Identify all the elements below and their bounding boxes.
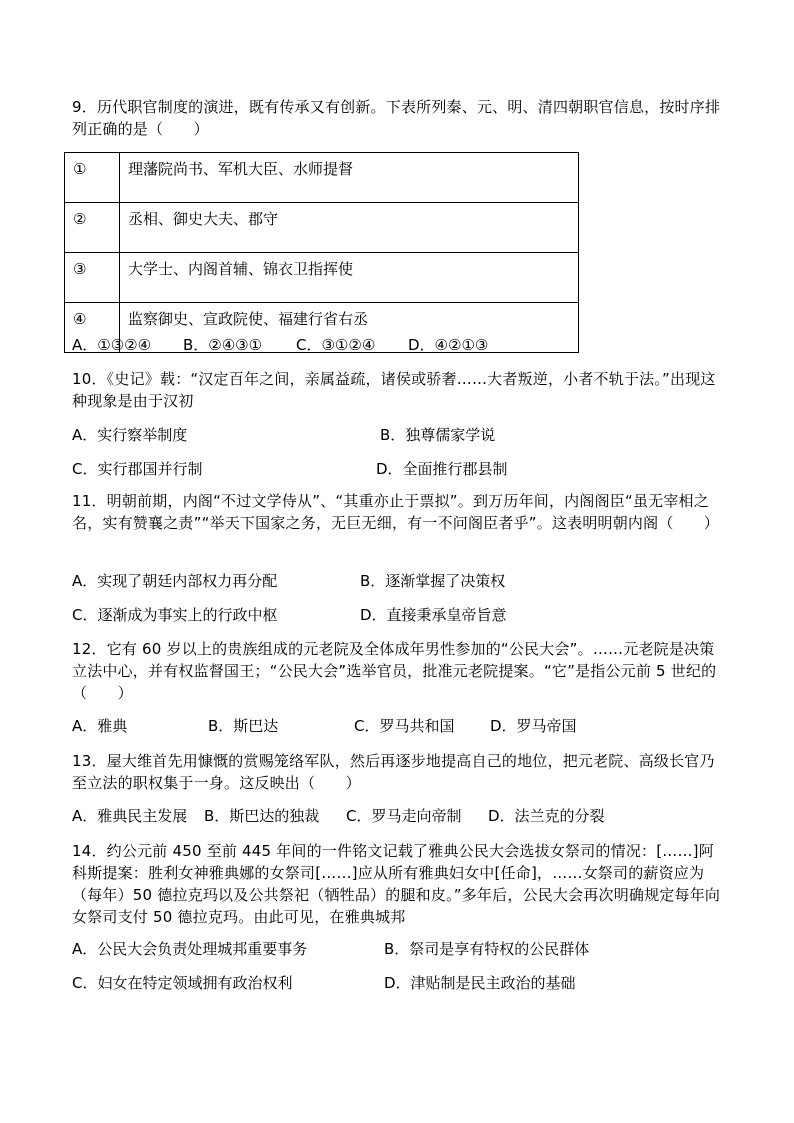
option-c[interactable]: C．实行郡国并行制 <box>72 460 203 478</box>
option-b[interactable]: B．斯巴达 <box>208 717 279 735</box>
option-a[interactable]: A．实行察举制度 <box>72 426 188 444</box>
table-cell-text: 丞相、御史大夫、郡守 <box>120 203 579 253</box>
option-c[interactable]: C．罗马走向帝制 <box>346 807 462 825</box>
option-b[interactable]: B．斯巴达的独裁 <box>204 807 320 825</box>
option-d[interactable]: D．津贴制是民主政治的基础 <box>384 974 576 992</box>
question-11-options-row1 <box>72 570 732 592</box>
option-d[interactable]: D．罗马帝国 <box>490 717 577 735</box>
table-cell-text: 监察御史、宣政院使、福建行省右丞 <box>120 303 579 353</box>
option-c[interactable]: C．妇女在特定领域拥有政治权利 <box>72 974 293 992</box>
question-10-stem: 10．《史记》载：“汉定百年之间，亲属益疏，诸侯或骄奢……大者叛逆，小者不轨于法。”出现这种现象是由于汉初 <box>72 370 716 410</box>
option-c[interactable]: C．逐渐成为事实上的行政中枢 <box>72 606 278 624</box>
question-13-options <box>72 805 732 827</box>
table-cell-number: ④ <box>65 303 120 353</box>
question-14-options-row2 <box>72 972 732 994</box>
table-cell-text: 理藩院尚书、军机大臣、水师提督 <box>120 153 579 203</box>
table-cell-number: ② <box>65 203 120 253</box>
question-12-stem: 12．它有 60 岁以上的贵族组成的元老院及全体成年男性参加的“公民大会”。……元老院是决策立法中心，并有权监督国王；“公民大会”选举官员，批准元老院提案。“它”是指公元前 5 世纪的（ ） <box>72 640 717 702</box>
option-c[interactable]: C．③①②④ <box>296 336 376 354</box>
question-12-options <box>72 715 732 737</box>
table-row <box>65 253 579 303</box>
question-10-options-row1 <box>72 424 732 446</box>
question-14-options-row1 <box>72 938 732 960</box>
question-9-table <box>64 152 579 353</box>
table-cell-number: ① <box>65 153 120 203</box>
question-9-options <box>72 334 732 356</box>
option-d[interactable]: D．④②①③ <box>408 336 489 354</box>
question-14-stem: 14．约公元前 450 至前 445 年间的一件铭文记载了雅典公民大会选拔女祭司的情况：[……]阿科斯提案：胜利女神雅典娜的女祭司[……]应从所有雅典妇女中[任命]，……女祭司的薪资应为（每年）50 德拉克玛以及公共祭祀（牺牲品）的腿和皮。”多年后，公民大会再次明确规定每年向女祭司支付 50 德拉克玛。由此可见，在雅典城邦 <box>72 842 721 926</box>
option-b[interactable]: B．逐渐掌握了决策权 <box>360 572 506 590</box>
question-9-stem: 9．历代职官制度的演进，既有传承又有创新。下表所列秦、元、明、清四朝职官信息，按时序排列正确的是（ ） <box>72 98 721 138</box>
option-b[interactable]: B．独尊儒家学说 <box>380 426 496 444</box>
question-11-options-row2 <box>72 604 732 626</box>
option-a[interactable]: A．①③②④ <box>72 336 152 354</box>
option-a[interactable]: A．雅典 <box>72 717 128 735</box>
table-cell-text: 大学士、内阁首辅、锦衣卫指挥使 <box>120 253 579 303</box>
option-d[interactable]: D．全面推行郡县制 <box>376 460 508 478</box>
table-row <box>65 203 579 253</box>
table-cell-number: ③ <box>65 253 120 303</box>
option-d[interactable]: D．法兰克的分裂 <box>488 807 605 825</box>
option-a[interactable]: A．实现了朝廷内部权力再分配 <box>72 572 278 590</box>
option-c[interactable]: C．罗马共和国 <box>354 717 455 735</box>
option-a[interactable]: A．雅典民主发展 <box>72 807 188 825</box>
question-10-options-row2 <box>72 458 732 480</box>
question-11-stem: 11．明朝前期，内阁“不过文学侍从”、“其重亦止于票拟”。到万历年间，内阁阁臣“虽无宰相之名，实有赞襄之责”“举天下国家之务，无巨无细，有一不问阁臣者乎”。这表明明朝内阁（ ） <box>72 492 720 532</box>
option-b[interactable]: B．祭司是享有特权的公民群体 <box>384 940 590 958</box>
table-row <box>65 153 579 203</box>
option-b[interactable]: B．②④③① <box>183 336 263 354</box>
option-d[interactable]: D．直接秉承皇帝旨意 <box>360 606 507 624</box>
question-13-stem: 13．屋大维首先用慷慨的赏赐笼络军队，然后再逐步地提高自己的地位，把元老院、高级长官乃至立法的职权集于一身。这反映出（ ） <box>72 752 715 792</box>
option-a[interactable]: A．公民大会负责处理城邦重要事务 <box>72 940 308 958</box>
